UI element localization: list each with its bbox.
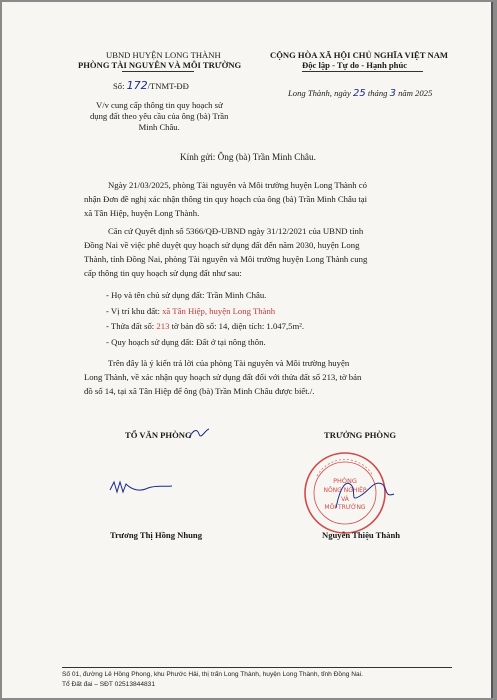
initial-mark <box>187 426 211 442</box>
footer-rule <box>62 667 452 668</box>
document-page <box>2 2 493 698</box>
item-location: - Vị trí khu đất: xã Tân Hiệp, huyện Long Thành <box>106 305 276 316</box>
info-list <box>106 288 304 350</box>
subject-block: V/v cung cấp thông tin quy hoạch sử dụng đất theo yêu cầu của ông (bà) Trần Minh Châu. <box>90 100 229 132</box>
item-planning: - Quy hoạch sử dụng đất: Đất ở tại nông thôn. <box>106 336 266 347</box>
stamp-text-3: VÀ <box>341 496 349 503</box>
left-sign-title: TỔ VĂN PHÒNG <box>125 430 192 440</box>
paragraph-2: Căn cứ Quyết định số 5366/QĐ-UBND ngày 31/12/2021 của UBND tỉnh Đồng Nai về việc phê duyệt quy hoạch sử dụng đất đến năm 2030, huyện Long Thành, tỉnh Đồng Nai, phòng Tài nguyên và Môi trường huyện Long Thành cung cấp thông tin quy hoạch sử dụng đất như sau: <box>84 226 368 278</box>
org-line2: PHÒNG TÀI NGUYÊN VÀ MÔI TRƯỜNG <box>78 60 242 70</box>
org-line1: UBND HUYỆN LONG THÀNH <box>106 50 221 60</box>
paragraph-3: Trên đây là ý kiến trả lời của phòng Tài nguyên và Môi trường huyện Long Thành, về xác nhận quy hoạch sử dụng đất đối với thửa đất số 213, tờ bản đồ số 14, tại xã Tân Hiệp để ông (bà) Trần Minh Châu được biết./. <box>84 358 362 396</box>
right-signature <box>330 468 400 518</box>
org-underline <box>122 71 194 72</box>
stamp-text-4: MÔI TRƯỜNG <box>324 504 366 511</box>
item-parcel: - Thửa đất số: 213 tờ bản đồ số: 14, diện tích: 1.047,5m². <box>106 321 305 331</box>
right-signer-name: Nguyễn Thiệu Thành <box>322 530 401 540</box>
doc-date: Long Thành, ngày 25 tháng 3 năm 2025 <box>288 88 433 99</box>
footer-contact: Tổ Đất đai – SĐT 02513844831 <box>62 681 155 688</box>
nation-underline <box>302 71 423 72</box>
doc-number-handwritten: 172 <box>126 79 148 92</box>
right-sign-title: TRƯỞNG PHÒNG <box>324 430 397 440</box>
doc-number: Số: 172/TNMT-ĐĐ <box>113 79 189 92</box>
footer-address: Số 01, đường Lê Hồng Phong, khu Phước Hải, thị trấn Long Thành, huyện Long Thành, tỉnh Đồng Nai. <box>62 671 363 678</box>
left-signature <box>106 472 176 502</box>
stamp-text-1: PHÒNG <box>333 477 357 485</box>
nation-line1: CỘNG HÒA XÃ HỘI CHỦ NGHĨA VIỆT NAM <box>270 50 449 60</box>
paragraph-1: Ngày 21/03/2025, phòng Tài nguyên và Môi trường huyện Long Thành có nhận Đơn đề nghị xác nhận thông tin quy hoạch của ông (bà) Trần Minh Châu tại xã Tân Hiệp, huyện Long Thành. <box>84 180 368 218</box>
recipient: Kính gửi: Ông (bà) Trần Minh Châu. <box>180 152 316 162</box>
nation-line2: Độc lập - Tự do - Hạnh phúc <box>302 60 408 70</box>
item-owner: - Họ và tên chủ sử dụng đất: Trần Minh Châu. <box>106 290 267 300</box>
stamp-text-2: NÔNG NGHIỆP <box>323 487 367 494</box>
left-signer-name: Trương Thị Hồng Nhung <box>110 530 202 540</box>
